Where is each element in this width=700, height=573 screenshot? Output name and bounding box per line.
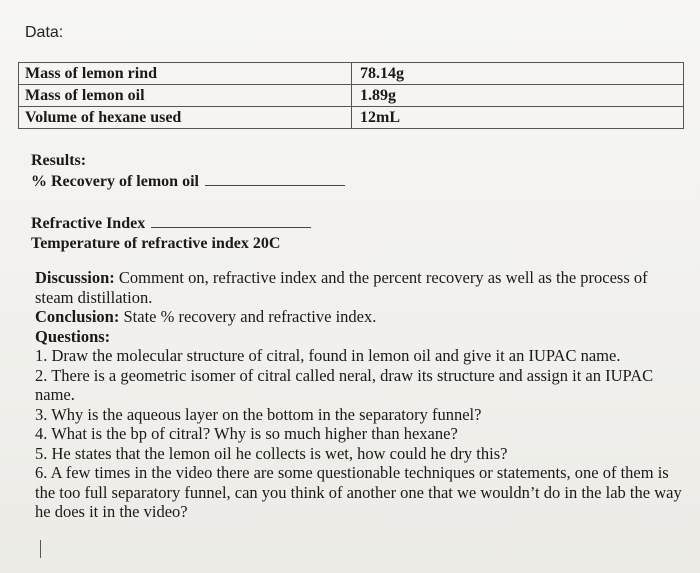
discussion-section	[35, 268, 685, 522]
list-item: 5. He states that the lemon oil he collects is wet, how could he dry this?	[35, 443, 508, 463]
list-item: 4. What is the bp of citral? Why is so much higher than hexane?	[35, 424, 458, 443]
refractive-index-blank[interactable]	[151, 227, 311, 228]
table-row	[19, 107, 684, 129]
results-heading: Results:	[31, 152, 87, 169]
conclusion-text: State % recovery and refractive index.	[119, 307, 377, 326]
questions-heading	[35, 327, 685, 347]
discussion-paragraph	[35, 268, 685, 307]
row-label: Mass of lemon oil	[19, 85, 352, 107]
row-label: Volume of hexane used	[19, 107, 352, 129]
refractive-index-label: Refractive Index	[31, 215, 146, 232]
text-cursor	[40, 540, 41, 558]
refractive-index-line	[31, 215, 311, 233]
questions-list	[35, 346, 685, 522]
questions-heading-text: Questions:	[35, 326, 111, 346]
row-value: 78.14g	[352, 63, 684, 85]
recovery-blank[interactable]	[205, 185, 345, 186]
data-table	[18, 62, 684, 129]
list-item: 3. Why is the aqueous layer on the bottom in the separatory funnel?	[35, 404, 482, 424]
recovery-line	[31, 173, 345, 191]
table-row	[19, 63, 684, 85]
recovery-label: % Recovery of lemon oil	[31, 173, 199, 190]
conclusion-paragraph	[35, 307, 685, 327]
table-row	[19, 85, 684, 107]
list-item: 2. There is a geometric isomer of citral called neral, draw its structure and assign it an IUPAC name.	[35, 365, 654, 404]
list-item: 6. A few times in the video there are some questionable techniques or statements, one of them is the too full separatory funnel, can you think of another one that we wouldn’t do in the lab the way he does it in the video?	[35, 463, 682, 521]
row-label: Mass of lemon rind	[19, 63, 352, 85]
discussion-label: Discussion:	[35, 268, 115, 287]
conclusion-label: Conclusion:	[35, 307, 120, 326]
temperature-label: Temperature of refractive index 20C	[31, 235, 281, 252]
discussion-text: Comment on, refractive index and the percent recovery as well as the process of steam distillation.	[35, 268, 648, 307]
list-item: 1. Draw the molecular structure of citral, found in lemon oil and give it an IUPAC name.	[35, 346, 621, 365]
data-heading: Data:	[25, 24, 64, 41]
row-value: 1.89g	[352, 85, 684, 107]
row-value: 12mL	[352, 107, 684, 129]
